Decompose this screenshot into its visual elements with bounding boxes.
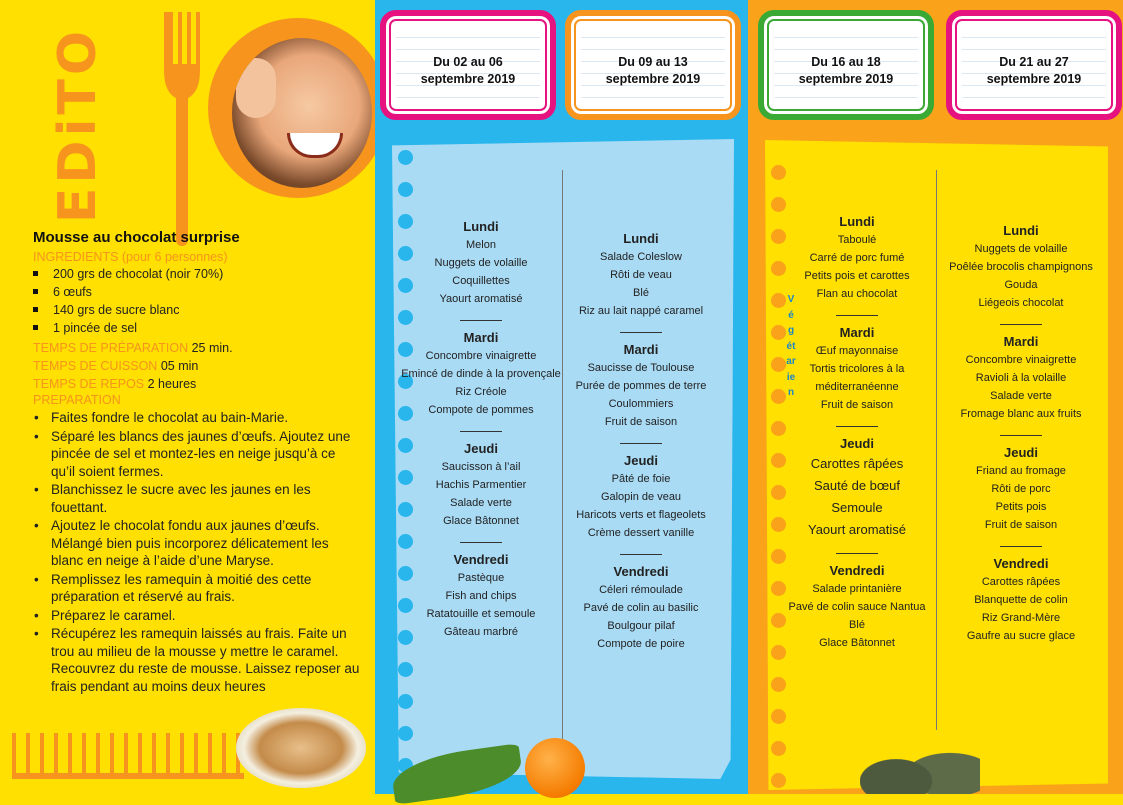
menu-item: Coulommiers	[608, 398, 674, 410]
recipe	[33, 229, 363, 696]
menu-item: Galopin de veau	[600, 491, 682, 503]
menu-item: Carré de porc fumé	[809, 252, 905, 264]
menu-item: Crème dessert vanille	[587, 527, 695, 539]
day-heading: Lundi	[1003, 223, 1039, 238]
menu-item: Boulgour pilaf	[607, 620, 675, 632]
menu-item: Emincé de dinde à la provençale	[401, 368, 561, 380]
menu-item: Petits pois et carottes	[804, 270, 910, 282]
menu-item: Melon	[466, 239, 496, 251]
day-separator	[460, 542, 502, 543]
ingredients-label: INGREDIENTS (pour 6 personnes)	[33, 250, 228, 264]
day-separator	[620, 443, 662, 444]
menu-item: Poêlée brocolis champignons	[949, 261, 1093, 273]
step-item: • Préparez le caramel.	[33, 607, 363, 625]
menu-item: Glace Bâtonnet	[819, 637, 895, 649]
vegetarian-label: Végétarien	[786, 294, 796, 398]
day-heading: Lundi	[623, 231, 659, 246]
day-separator	[1000, 435, 1042, 436]
day-separator	[836, 315, 878, 316]
menu-item: Pavé de colin au basilic	[583, 602, 699, 614]
step-item: • Remplissez les ramequin à moitié des cette préparation et réservé au frais.	[33, 571, 363, 606]
week-1-header: Du 02 au 06 septembre 2019	[380, 10, 556, 120]
menu-item: Haricots verts et flageolets	[576, 509, 706, 521]
day-heading: Jeudi	[840, 436, 874, 451]
menu-item: Rôti de veau	[610, 269, 672, 281]
day-separator	[620, 332, 662, 333]
menu-item: Fruit de saison	[604, 416, 678, 428]
menu-item: Coquillettes	[452, 275, 510, 287]
menu-item: Fruit de saison	[984, 519, 1058, 531]
day-heading: Lundi	[839, 214, 875, 229]
menu-item: Fruit de saison	[820, 399, 894, 411]
child-photo	[232, 38, 372, 188]
menu-item: Taboulé	[837, 234, 877, 246]
week-4-menu	[938, 218, 1104, 645]
day-heading: Mardi	[1003, 334, 1039, 349]
menu-item: Liégeois chocolat	[978, 297, 1064, 309]
preparation-label: PREPARATION	[33, 393, 121, 407]
day-separator	[836, 553, 878, 554]
menu-item: Riz au lait nappé caramel	[578, 305, 704, 317]
menu-item: Salade Coleslow	[600, 251, 682, 263]
menu-item: Friand au fromage	[976, 465, 1066, 477]
step-item: • Ajoutez le chocolat fondu aux jaunes d’œufs. Mélangé bien puis incorporez délicatement les blanc en neige à l’aide d’une Maryse.	[33, 517, 363, 570]
menu-item: Céleri rémoulade	[599, 584, 683, 596]
day-separator	[460, 431, 502, 432]
menu-item: Nuggets de volaille	[434, 257, 528, 269]
menu-item: Saucisse de Toulouse	[587, 362, 695, 374]
menu-item: Salade printanière	[812, 583, 902, 595]
menu-item: Carottes râpées	[810, 456, 904, 471]
week-2-menu	[558, 226, 724, 653]
recipe-title: Mousse au chocolat surprise	[33, 229, 240, 246]
ruler-decoration	[12, 733, 244, 779]
menu-item: Blanquette de colin	[974, 594, 1068, 606]
week-1-menu	[398, 214, 564, 641]
menu-item: Gouda	[1004, 279, 1038, 291]
week-2-header: Du 09 au 13 septembre 2019	[565, 10, 741, 120]
menu-item: Fish and chips	[445, 590, 517, 602]
day-separator	[460, 320, 502, 321]
menu-item: Yaourt aromatisé	[807, 522, 907, 537]
week-4-header: Du 21 au 27 septembre 2019	[946, 10, 1122, 120]
menu-item: Semoule	[831, 500, 883, 515]
ingredient-item: 6 œufs	[33, 283, 363, 301]
menu-item: Œuf mayonnaise	[815, 345, 899, 357]
mousse-dish-image	[236, 708, 366, 788]
day-separator	[836, 426, 878, 427]
menu-item: Tortis tricolores à la méditerranéenne	[809, 363, 905, 393]
menu-item: Fromage blanc aux fruits	[960, 408, 1082, 420]
step-item: • Blanchissez le sucre avec les jaunes en les fouettant.	[33, 481, 363, 516]
rest-time: TEMPS DE REPOS 2 heures	[33, 377, 197, 391]
menu-item: Gâteau marbré	[444, 626, 518, 638]
menu-item: Nuggets de volaille	[974, 243, 1068, 255]
day-heading: Vendredi	[993, 556, 1049, 571]
ingredient-item: 140 grs de sucre blanc	[33, 301, 363, 319]
menu-item: Petits pois	[995, 501, 1047, 513]
menu-item: Saucisson à l’ail	[441, 461, 521, 473]
menu-item: Compote de poire	[597, 638, 685, 650]
menu-item: Blé	[849, 619, 865, 631]
ingredient-item: 1 pincée de sel	[33, 319, 363, 337]
day-heading: Mardi	[463, 330, 499, 345]
day-heading: Mardi	[839, 325, 875, 340]
ingredient-item: 200 grs de chocolat (noir 70%)	[33, 265, 363, 283]
week-3-menu	[774, 209, 940, 652]
menu-item: Carottes râpées	[981, 576, 1061, 588]
step-item: • Faites fondre le chocolat au bain-Marie.	[33, 409, 363, 427]
menu-item: Blé	[633, 287, 649, 299]
prep-time: TEMPS DE PRÉPARATION 25 min.	[33, 341, 233, 355]
fork-icon	[150, 8, 210, 248]
menu-item: Pavé de colin sauce Nantua	[788, 601, 926, 613]
preparation-steps	[33, 409, 363, 695]
menu-item: Concombre vinaigrette	[425, 350, 537, 362]
menu-item: Ratatouille et semoule	[426, 608, 536, 620]
orange-image	[525, 738, 585, 798]
menu-item: Flan au chocolat	[816, 288, 898, 300]
menu-item: Pâté de foie	[611, 473, 671, 485]
step-item: • Séparé les blancs des jaunes d’œufs. Ajoutez une pincée de sel et montez-les en neige jusqu’à ce qu’il soient fermes.	[33, 428, 363, 481]
day-heading: Vendredi	[613, 564, 669, 579]
menu-item: Salade verte	[450, 497, 512, 509]
ingredients-list	[33, 265, 363, 337]
day-separator	[1000, 324, 1042, 325]
day-heading: Lundi	[463, 219, 499, 234]
cook-time: TEMPS DE CUISSON 05 min	[33, 359, 199, 373]
menu-item: Riz Grand-Mère	[981, 612, 1061, 624]
artichoke-image	[860, 730, 980, 794]
day-heading: Jeudi	[1004, 445, 1038, 460]
menu-item: Sauté de bœuf	[814, 478, 900, 493]
step-item: • Récupérez les ramequin laissés au frais. Faite un trou au milieu de la mousse y mettre le caramel. Recouvrez du reste de mousse. Laissez reposer au frais pendant au moins deux heures	[33, 625, 363, 695]
day-heading: Jeudi	[464, 441, 498, 456]
day-heading: Jeudi	[624, 453, 658, 468]
day-heading: Vendredi	[829, 563, 885, 578]
menu-item: Compote de pommes	[428, 404, 534, 416]
menu-item: Yaourt aromatisé	[439, 293, 523, 305]
week-3-header: Du 16 au 18 septembre 2019	[758, 10, 934, 120]
edito-title: EDiTO	[48, 26, 109, 224]
menu-item: Riz Créole	[455, 386, 507, 398]
day-heading: Mardi	[623, 342, 659, 357]
menu-item: Gaufre au sucre glace	[966, 630, 1076, 642]
day-separator	[620, 554, 662, 555]
day-separator	[1000, 546, 1042, 547]
menu-item: Hachis Parmentier	[435, 479, 527, 491]
menu-item: Salade verte	[990, 390, 1052, 402]
day-heading: Vendredi	[453, 552, 509, 567]
menu-item: Purée de pommes de terre	[575, 380, 707, 392]
menu-item: Ravioli à la volaille	[975, 372, 1067, 384]
menu-item: Glace Bâtonnet	[443, 515, 519, 527]
menu-item: Concombre vinaigrette	[965, 354, 1077, 366]
menu-item: Rôti de porc	[991, 483, 1051, 495]
menu-item: Pastèque	[457, 572, 505, 584]
